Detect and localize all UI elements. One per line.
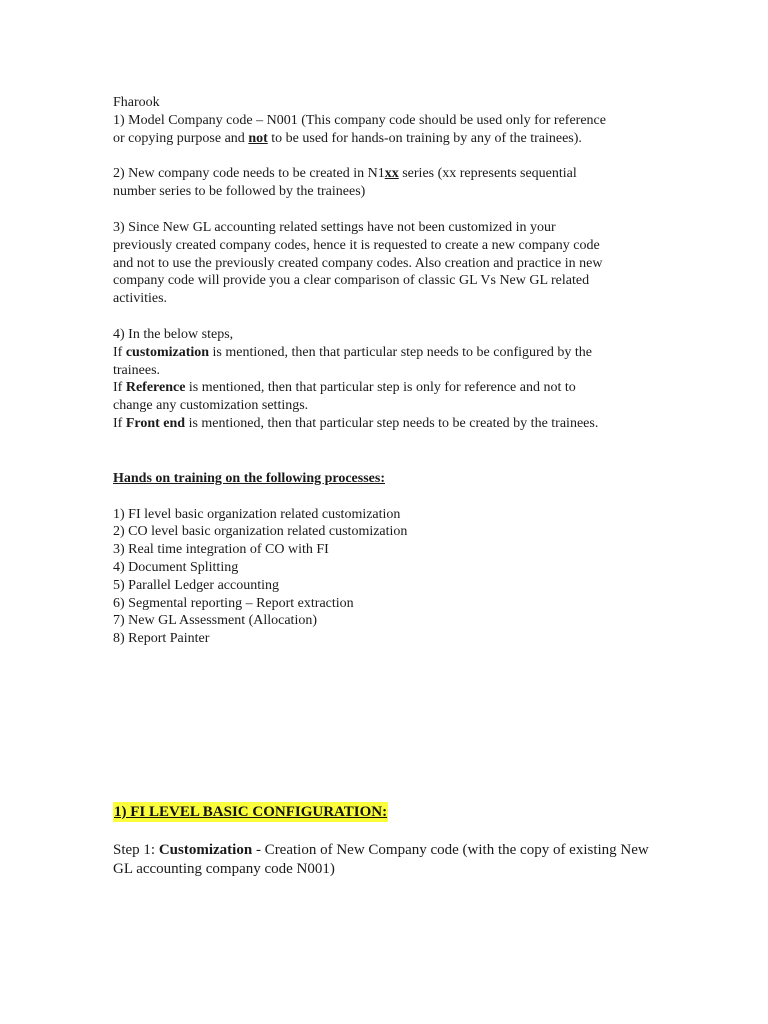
list-item: 7) New GL Assessment (Allocation) — [113, 613, 317, 629]
reference-rule-line2: change any customization settings. — [113, 398, 309, 414]
front-end-rule — [113, 415, 653, 433]
intro-p2-line1 — [113, 165, 653, 183]
intro-p3-line: activities. — [113, 291, 168, 307]
process-list — [113, 506, 653, 648]
intro-p1-line1: 1) Model Company code – N001 (This company code should be used only for reference — [113, 112, 606, 128]
front-end-keyword: Front end — [125, 415, 186, 431]
reference-rule — [113, 379, 653, 397]
list-item: 4) Document Splitting — [113, 559, 239, 575]
document-page — [113, 94, 653, 879]
list-item: 6) Segmental reporting – Report extraction — [113, 595, 354, 611]
reference-keyword: Reference — [125, 380, 186, 396]
customization-rule — [113, 344, 653, 362]
customization-rule-text: is mentioned, then that particular step needs to be configured by the — [209, 344, 592, 360]
list-item: 3) Real time integration of CO with FI — [113, 542, 329, 558]
intro-p2-text-end: series (xx represents sequential — [398, 166, 577, 182]
emphasis-not: not — [248, 130, 268, 146]
customization-rule-line2: trainees. — [113, 362, 161, 378]
intro-p3-line: 3) Since New GL accounting related settings have not been customized in your — [113, 219, 556, 235]
intro-p1-text: or copying purpose and — [113, 130, 249, 146]
author-name: Fharook — [113, 95, 160, 110]
customization-keyword: customization — [125, 344, 210, 360]
intro-p2-line2: number series to be followed by the trainees) — [113, 184, 366, 200]
intro-p2-text: 2) New company code needs to be created in N1 — [113, 166, 385, 182]
step-1 — [113, 841, 653, 860]
intro-p3-line: previously created company codes, hence it is requested to create a new company code — [113, 237, 600, 253]
list-item: 1) FI level basic organization related customization — [113, 506, 401, 522]
intro-p3-line: and not to use the previously created company codes. Also creation and practice in new — [113, 255, 603, 271]
section-heading-row — [113, 802, 653, 822]
intro-p4-line1: 4) In the below steps, — [113, 326, 234, 342]
step-1-type: Customization — [158, 841, 253, 858]
list-item: 8) Report Painter — [113, 631, 210, 647]
reference-rule-text: is mentioned, then that particular step is only for reference and not to — [185, 380, 576, 396]
front-end-rule-text: is mentioned, then that particular step needs to be created by the trainees. — [185, 415, 599, 431]
intro-p1-line2 — [113, 130, 653, 148]
list-item: 2) CO level basic organization related customization — [113, 524, 408, 540]
list-item: 5) Parallel Ledger accounting — [113, 577, 279, 593]
processes-heading: Hands on training on the following processes: — [113, 470, 385, 486]
intro-p1-text-end: to be used for hands-on training by any of the trainees). — [267, 130, 582, 146]
step-1-line2: GL accounting company code N001) — [113, 860, 335, 877]
step-1-text: - Creation of New Company code (with the copy of existing New — [252, 841, 649, 858]
intro-p3-line: company code will provide you a clear comparison of classic GL Vs New GL related — [113, 273, 590, 289]
if-word: If — [113, 415, 126, 431]
step-1-label: Step 1: — [113, 841, 159, 858]
if-word: If — [113, 380, 126, 396]
emphasis-xx: xx — [384, 166, 399, 182]
if-word: If — [113, 344, 126, 360]
section-heading-fi-config: 1) FI LEVEL BASIC CONFIGURATION: — [114, 803, 388, 820]
